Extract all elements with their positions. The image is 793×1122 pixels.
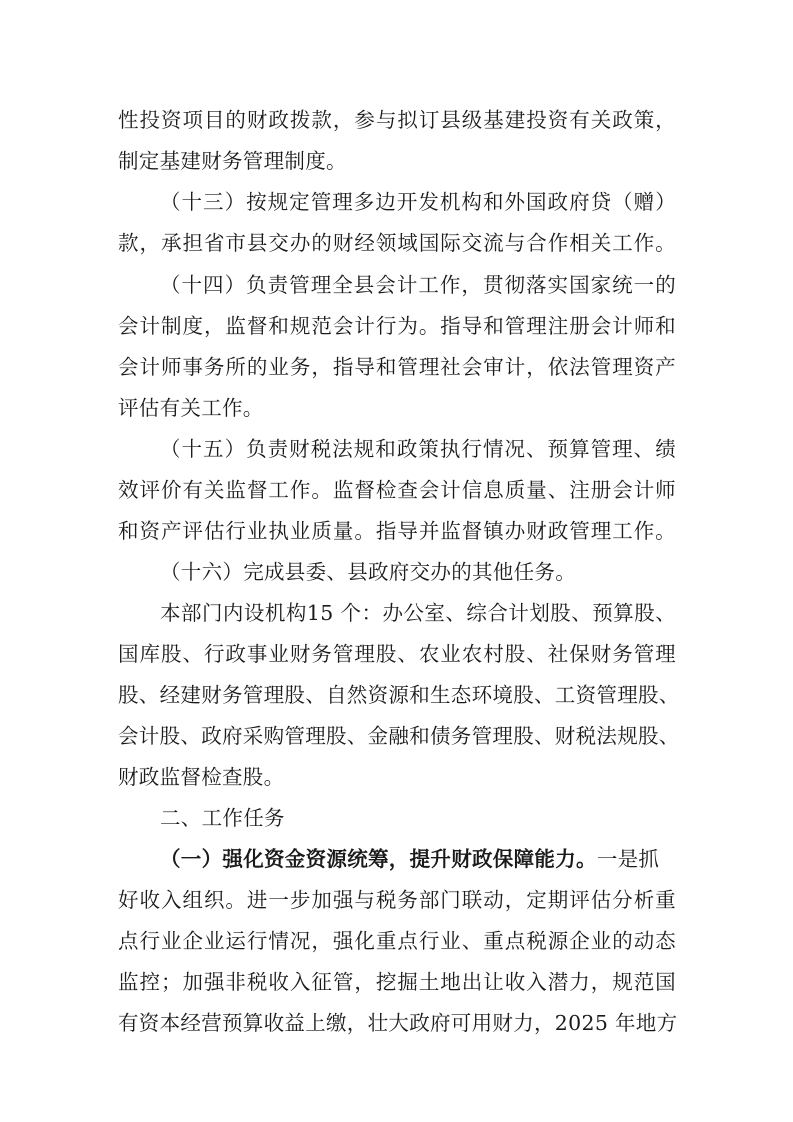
subsection-heading: （一）强化资金资源统筹，提升财政保障能力。	[160, 847, 597, 871]
section-heading: 二、工作任务	[160, 806, 285, 830]
paragraph-line: 财政监督检查股。	[118, 765, 285, 789]
paragraph-line: 会计股、政府采购管理股、金融和债务管理股、财税法规股、	[118, 724, 680, 748]
paragraph-line: 效评价有关监督工作。监督检查会计信息质量、注册会计师	[118, 478, 676, 502]
paragraph-line: 好收入组织。进一步加强与税务部门联动，定期评估分析重	[118, 888, 676, 912]
paragraph-line: 本部门内设机构15 个：办公室、综合计划股、预算股、	[160, 601, 676, 625]
paragraph-line: 股、经建财务管理股、自然资源和生态环境股、工资管理股、	[118, 683, 680, 707]
paragraph-line: 制定基建财务管理制度。	[118, 149, 347, 173]
paragraph-line: （十五）负责财税法规和政策执行情况、预算管理、绩	[160, 437, 676, 461]
paragraph-line: 点行业企业运行情况，强化重点行业、重点税源企业的动态	[118, 929, 676, 953]
paragraph-line: 评估有关工作。	[118, 396, 264, 420]
paragraph-line: （十三）按规定管理多边开发机构和外国政府贷（赠）	[160, 190, 676, 214]
paragraph-line	[160, 844, 676, 874]
paragraph-line: 款，承担省市县交办的财经领域国际交流与合作相关工作。	[118, 231, 676, 255]
paragraph-line: 会计制度，监督和规范会计行为。指导和管理注册会计师和	[118, 314, 676, 338]
paragraph-text: 一是抓	[596, 847, 660, 871]
paragraph-line: 会计师事务所的业务，指导和管理社会审计，依法管理资产	[118, 355, 676, 379]
paragraph-line: 和资产评估行业执业质量。指导并监督镇办财政管理工作。	[118, 519, 676, 543]
paragraph-line: 国库股、行政事业财务管理股、农业农村股、社保财务管理	[118, 642, 676, 666]
paragraph-line: 性投资项目的财政拨款，参与拟订县级基建投资有关政策，	[118, 108, 676, 132]
paragraph-line: （十六）完成县委、县政府交办的其他任务。	[160, 560, 576, 584]
paragraph-line: （十四）负责管理全县会计工作，贯彻落实国家统一的	[160, 273, 676, 297]
paragraph-line: 监控；加强非税收入征管，挖掘土地出让收入潜力，规范国	[118, 970, 676, 994]
paragraph-line: 有资本经营预算收益上缴，壮大政府可用财力，2025 年地方	[118, 1011, 678, 1035]
